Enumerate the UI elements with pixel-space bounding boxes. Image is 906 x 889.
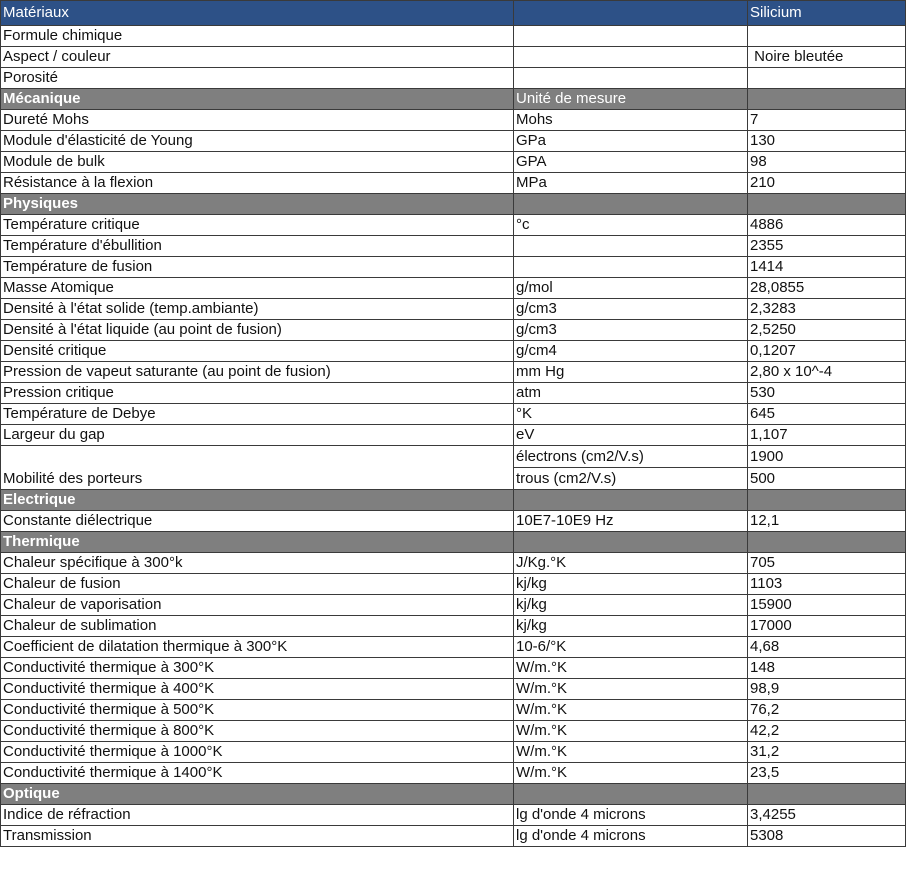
property-cell: Température critique [1,215,514,236]
value-cell: 4,68 [748,637,906,658]
unit-cell-line: électrons (cm2/V.s) [514,446,747,468]
unit-cell [514,47,748,68]
unit-cell: W/m.°K [514,721,748,742]
unit-cell: W/m.°K [514,679,748,700]
unit-cell [514,532,748,553]
property-cell: Densité à l'état solide (temp.ambiante) [1,299,514,320]
unit-cell: Unité de mesure [514,89,748,110]
value-cell: 42,2 [748,721,906,742]
value-cell: 645 [748,404,906,425]
value-cell: 98,9 [748,679,906,700]
value-cell: 23,5 [748,763,906,784]
property-cell: Conductivité thermique à 300°K [1,658,514,679]
property-cell: Chaleur de vaporisation [1,595,514,616]
properties-table-body [1,1,906,847]
property-cell: Physiques [1,194,514,215]
property-cell: Conductivité thermique à 400°K [1,679,514,700]
unit-cell: W/m.°K [514,700,748,721]
property-cell: Coefficient de dilatation thermique à 300°K [1,637,514,658]
value-cell: 530 [748,383,906,404]
table-row [1,637,906,658]
value-cell: 1,107 [748,425,906,446]
table-row [1,404,906,425]
unit-cell: g/cm3 [514,299,748,320]
unit-cell [514,1,748,26]
table-row [1,383,906,404]
unit-cell: Mohs [514,110,748,131]
property-cell: Température de Debye [1,404,514,425]
unit-cell: 10E7-10E9 Hz [514,511,748,532]
value-cell: 2,5250 [748,320,906,341]
property-cell: Transmission [1,826,514,847]
table-row [1,278,906,299]
table-row [1,658,906,679]
unit-cell [514,490,748,511]
value-cell: 3,4255 [748,805,906,826]
property-cell: Chaleur de sublimation [1,616,514,637]
unit-cell: g/cm4 [514,341,748,362]
section-row [1,490,906,511]
unit-cell: W/m.°K [514,742,748,763]
unit-cell: lg d'onde 4 microns [514,826,748,847]
unit-cell: 10-6/°K [514,637,748,658]
table-row [1,679,906,700]
table-row [1,341,906,362]
property-cell: Porosité [1,68,514,89]
property-cell: Thermique [1,532,514,553]
value-cell: 15900 [748,595,906,616]
table-row [1,215,906,236]
table-row [1,68,906,89]
property-cell: Conductivité thermique à 800°K [1,721,514,742]
property-cell: Mobilité des porteurs [1,446,514,490]
section-row [1,784,906,805]
unit-cell: °c [514,215,748,236]
value-cell: 5308 [748,826,906,847]
value-cell: 0,1207 [748,341,906,362]
unit-cell: mm Hg [514,362,748,383]
value-cell-line: 500 [750,470,776,487]
value-cell: 705 [748,553,906,574]
property-cell: Electrique [1,490,514,511]
unit-cell: GPA [514,152,748,173]
unit-cell: GPa [514,131,748,152]
value-cell [748,784,906,805]
unit-cell [514,446,748,490]
value-cell: 28,0855 [748,278,906,299]
property-cell: Matériaux [1,1,514,26]
table-row [1,131,906,152]
unit-cell: °K [514,404,748,425]
property-cell: Conductivité thermique à 500°K [1,700,514,721]
value-cell [748,194,906,215]
table-row [1,425,906,446]
unit-cell: g/cm3 [514,320,748,341]
value-cell: 7 [748,110,906,131]
value-cell: 4886 [748,215,906,236]
value-cell: 2,80 x 10^-4 [748,362,906,383]
table-row [1,110,906,131]
property-cell: Résistance à la flexion [1,173,514,194]
table-row [1,446,906,490]
unit-cell [514,257,748,278]
table-row [1,26,906,47]
table-row [1,511,906,532]
unit-cell [514,236,748,257]
value-cell: 1414 [748,257,906,278]
unit-cell: MPa [514,173,748,194]
table-row [1,236,906,257]
unit-cell: atm [514,383,748,404]
table-row [1,574,906,595]
value-cell: 2355 [748,236,906,257]
unit-cell: W/m.°K [514,763,748,784]
property-cell: Module d'élasticité de Young [1,131,514,152]
value-cell: 1103 [748,574,906,595]
value-cell: Silicium [748,1,906,26]
unit-cell [514,784,748,805]
unit-cell: kj/kg [514,616,748,637]
table-row [1,299,906,320]
table-row [1,257,906,278]
value-cell: 210 [748,173,906,194]
property-cell: Aspect / couleur [1,47,514,68]
value-cell: 76,2 [748,700,906,721]
property-cell: Formule chimique [1,26,514,47]
unit-cell-line: trous (cm2/V.s) [516,470,617,487]
section-row [1,89,906,110]
unit-cell: g/mol [514,278,748,299]
property-cell: Optique [1,784,514,805]
table-row [1,763,906,784]
property-cell: Largeur du gap [1,425,514,446]
value-cell: 12,1 [748,511,906,532]
table-row [1,553,906,574]
property-cell: Mécanique [1,89,514,110]
property-cell: Masse Atomique [1,278,514,299]
property-cell: Chaleur spécifique à 300°k [1,553,514,574]
value-cell: 31,2 [748,742,906,763]
value-cell: 148 [748,658,906,679]
value-cell [748,26,906,47]
value-cell: Noire bleutée [748,47,906,68]
section-row [1,532,906,553]
unit-cell: kj/kg [514,595,748,616]
value-cell: 17000 [748,616,906,637]
table-row [1,320,906,341]
property-cell: Indice de réfraction [1,805,514,826]
unit-cell: lg d'onde 4 microns [514,805,748,826]
table-row [1,47,906,68]
property-cell: Conductivité thermique à 1000°K [1,742,514,763]
value-cell: 2,3283 [748,299,906,320]
property-cell: Pression critique [1,383,514,404]
table-row [1,805,906,826]
value-cell [748,89,906,110]
property-cell: Densité à l'état liquide (au point de fusion) [1,320,514,341]
property-cell: Température de fusion [1,257,514,278]
unit-cell: J/Kg.°K [514,553,748,574]
property-cell: Conductivité thermique à 1400°K [1,763,514,784]
table-row [1,362,906,383]
value-cell [748,446,906,490]
table-row [1,173,906,194]
value-cell-line: 1900 [748,446,905,468]
table-row [1,595,906,616]
value-cell [748,68,906,89]
property-cell: Constante diélectrique [1,511,514,532]
property-cell: Dureté Mohs [1,110,514,131]
value-cell: 98 [748,152,906,173]
unit-cell [514,26,748,47]
value-cell [748,490,906,511]
property-cell: Pression de vapeut saturante (au point de fusion) [1,362,514,383]
table-row [1,700,906,721]
section-row [1,194,906,215]
table-row [1,826,906,847]
table-row [1,721,906,742]
value-cell [748,532,906,553]
header-row [1,1,906,26]
table-row [1,616,906,637]
unit-cell [514,68,748,89]
property-cell: Température d'ébullition [1,236,514,257]
value-cell: 130 [748,131,906,152]
unit-cell: kj/kg [514,574,748,595]
table-row [1,742,906,763]
table-row [1,152,906,173]
property-cell: Module de bulk [1,152,514,173]
unit-cell: W/m.°K [514,658,748,679]
unit-cell [514,194,748,215]
property-cell: Densité critique [1,341,514,362]
property-cell: Chaleur de fusion [1,574,514,595]
unit-cell: eV [514,425,748,446]
